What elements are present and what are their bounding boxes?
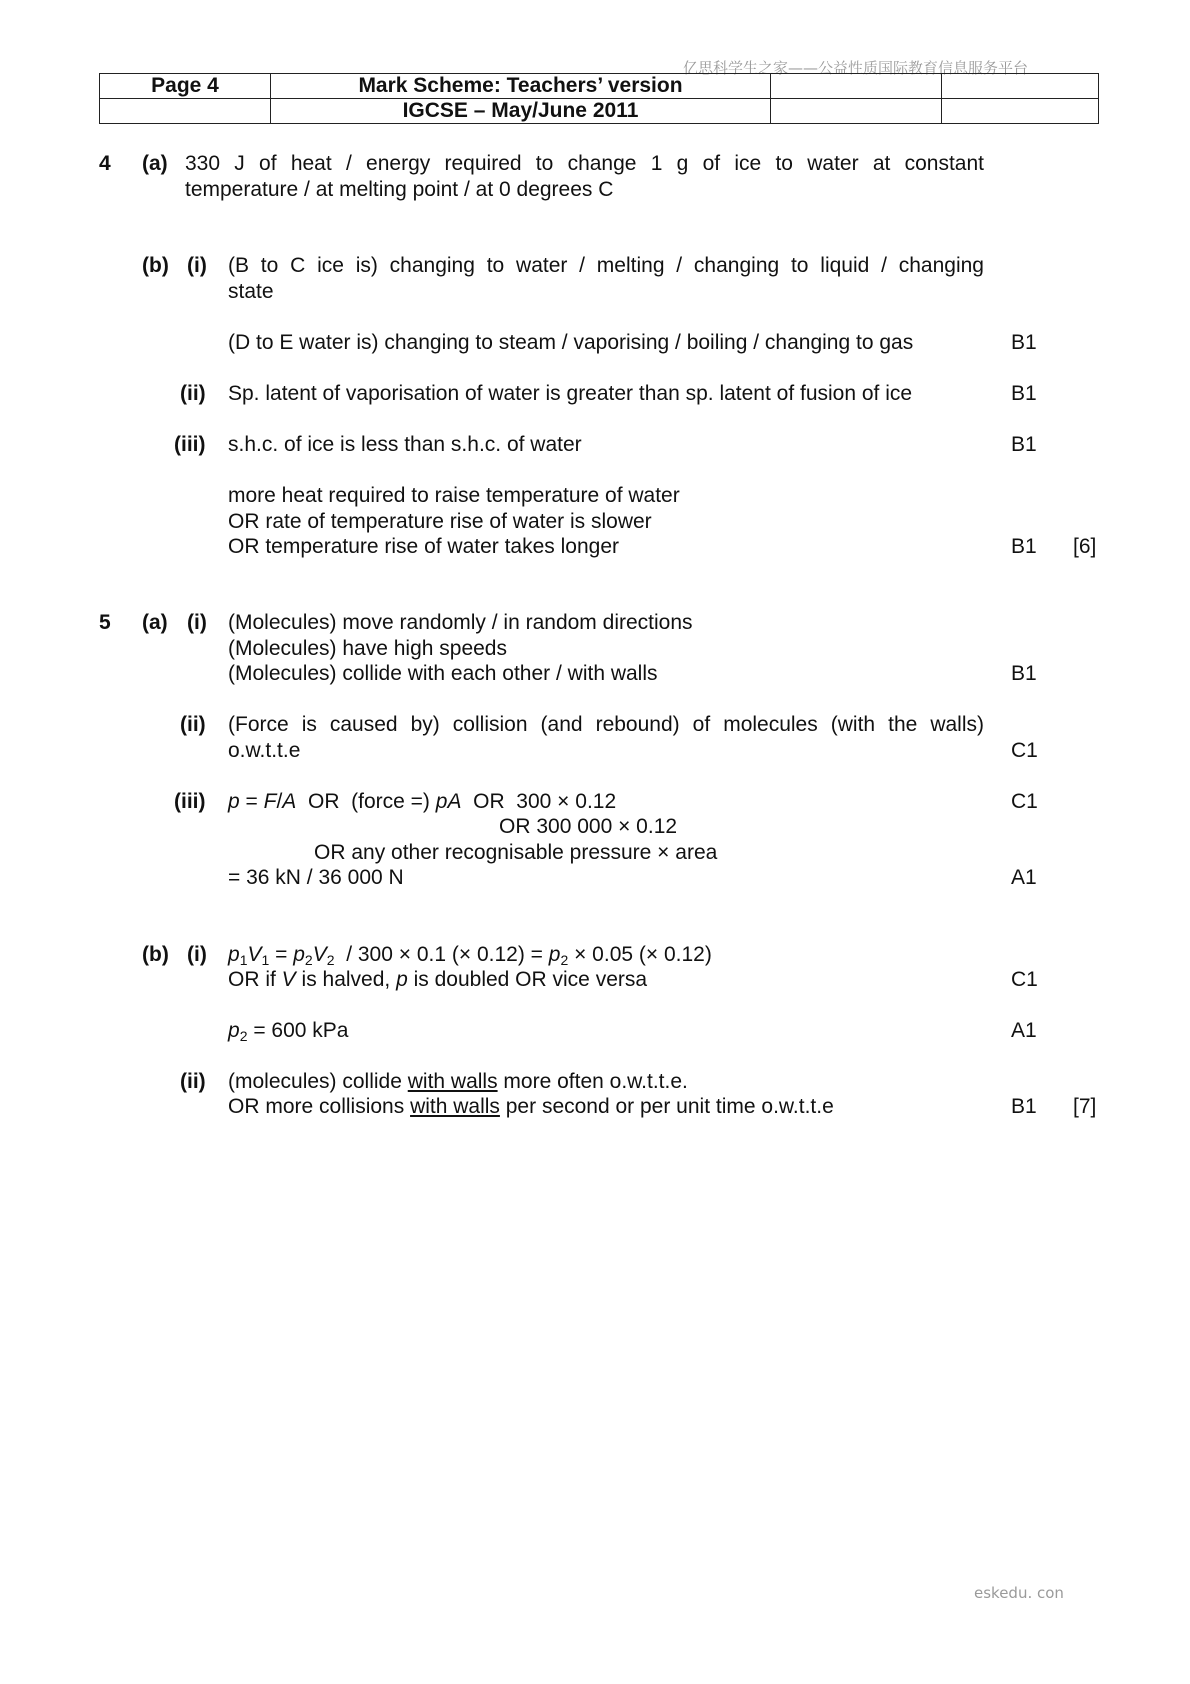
text-equals: =	[239, 790, 264, 813]
header-syllabus	[771, 74, 942, 99]
header-empty	[942, 99, 1099, 124]
subpart-label-5aiii: (iii)	[174, 790, 206, 813]
subscript-1: 1	[239, 952, 248, 968]
var-V1: V	[247, 943, 262, 966]
answer-5aiii-line2: OR 300 000 × 0.12	[499, 815, 678, 838]
answer-5bii-line2	[228, 1094, 834, 1120]
question-number-5: 5	[99, 611, 111, 634]
answer-4bi-line2: state	[228, 280, 274, 303]
answer-5aiii-line1	[228, 789, 616, 815]
subpart-label-4biii: (iii)	[174, 433, 206, 456]
answer-5bi-line2	[228, 967, 647, 993]
answer-4a-line1: 330 J of heat / energy required to change 1 g of ice to water at constant	[185, 152, 984, 175]
watermark-bottom: eskedu. con	[974, 1584, 1064, 1602]
text-per-second: per second or per unit time o.w.t.t.e	[499, 1095, 834, 1118]
answer-5bii-line1	[228, 1069, 688, 1095]
var-p2: p	[548, 943, 561, 966]
text-equals: =	[269, 943, 294, 966]
part-label-4a: (a)	[142, 152, 168, 175]
subscript-2: 2	[560, 952, 569, 968]
subpart-label-5ai: (i)	[187, 611, 207, 634]
header-title: Mark Scheme: Teachers’ version	[271, 74, 771, 99]
mark-5aiii-2: A1	[1011, 866, 1037, 889]
question-number-4: 4	[99, 152, 111, 175]
answer-4bi-line1: (B to C ice is) changing to water / melting / changing to liquid / changing	[228, 254, 984, 277]
subscript-2: 2	[304, 952, 313, 968]
text-collide: (molecules) collide	[228, 1070, 408, 1093]
header-table	[99, 73, 1099, 124]
mark-5aii: C1	[1011, 739, 1038, 762]
text-calc-1: / 300 × 0.1 (× 0.12) =	[334, 943, 549, 966]
mark-4biii-2: B1	[1011, 535, 1037, 558]
answer-4biii-line2: more heat required to raise temperature of water	[228, 484, 680, 507]
part-label-5a: (a)	[142, 611, 168, 634]
answer-4biii-line3: OR rate of temperature rise of water is slower	[228, 510, 652, 533]
var-V: V	[281, 968, 296, 991]
mark-5bi-1: C1	[1011, 968, 1038, 991]
subpart-label-4bi: (i)	[187, 254, 207, 277]
answer-5aii-line2: o.w.t.t.e	[228, 739, 301, 762]
var-pA: pA	[435, 790, 462, 813]
mark-4bii: B1	[1011, 382, 1037, 405]
text-or-force: OR (force =)	[296, 790, 436, 813]
text-or-300: OR 300 × 0.12	[461, 790, 617, 813]
answer-5ai-line2: (Molecules) have high speeds	[228, 637, 507, 660]
mark-4bi: B1	[1011, 331, 1037, 354]
text-is-halved: is halved,	[295, 968, 397, 991]
mark-5aiii-1: C1	[1011, 790, 1038, 813]
var-p1: p	[228, 943, 240, 966]
text-slash: /	[276, 790, 283, 813]
header-empty	[771, 99, 942, 124]
part-label-4b: (b)	[142, 254, 169, 277]
answer-5bi-line3	[228, 1018, 348, 1044]
subpart-label-5aii: (ii)	[180, 713, 206, 736]
var-V2: V	[312, 943, 327, 966]
var-p: p	[396, 968, 408, 991]
answer-5aiii-line3: OR any other recognisable pressure × area	[314, 841, 718, 864]
text-more-often: more often o.w.t.t.e.	[497, 1070, 688, 1093]
answer-5aii-line1: (Force is caused by) collision (and rebound) of molecules (with the walls)	[228, 713, 984, 736]
mark-5bi-2: A1	[1011, 1019, 1037, 1042]
mark-5ai: B1	[1011, 662, 1037, 685]
var-A: A	[282, 790, 297, 813]
total-mark-q5: [7]	[1073, 1095, 1097, 1118]
answer-4bii: Sp. latent of vaporisation of water is greater than sp. latent of fusion of ice	[228, 382, 913, 405]
header-empty	[100, 99, 271, 124]
header-page: Page 4	[100, 74, 271, 99]
header-paper	[942, 74, 1099, 99]
answer-5bi-line1	[228, 942, 712, 968]
var-p: p	[228, 790, 240, 813]
text-calc-2: × 0.05 (× 0.12)	[568, 943, 712, 966]
var-p2: p	[293, 943, 305, 966]
subscript-1: 1	[261, 952, 270, 968]
answer-5ai-line3: (Molecules) collide with each other / with walls	[228, 662, 658, 685]
mark-5bii: B1	[1011, 1095, 1037, 1118]
subscript-2: 2	[239, 1028, 248, 1044]
text-is-doubled: is doubled OR vice versa	[407, 968, 648, 991]
answer-4a-line2: temperature / at melting point / at 0 degrees C	[185, 178, 614, 201]
answer-4bi-line3: (D to E water is) changing to steam / vaporising / boiling / changing to gas	[228, 331, 914, 354]
answer-4biii-line1: s.h.c. of ice is less than s.h.c. of water	[228, 433, 582, 456]
text-with-walls: with walls	[410, 1095, 500, 1118]
watermark-top: 亿思科学生之家——公益性质国际教育信息服务平台	[683, 59, 1029, 77]
header-subtitle: IGCSE – May/June 2011	[271, 99, 771, 124]
subpart-label-5bii: (ii)	[180, 1070, 206, 1093]
subpart-label-5bi: (i)	[187, 943, 207, 966]
answer-5aiii-line4: = 36 kN / 36 000 N	[228, 866, 404, 889]
subscript-2: 2	[326, 952, 335, 968]
total-mark-q4: [6]	[1073, 535, 1097, 558]
part-label-5b: (b)	[142, 943, 169, 966]
mark-4biii-1: B1	[1011, 433, 1037, 456]
var-p2: p	[228, 1019, 240, 1042]
var-F: F	[263, 790, 277, 813]
text-600kpa: = 600 kPa	[247, 1019, 349, 1042]
text-or-if: OR if	[228, 968, 282, 991]
text-with-walls: with walls	[407, 1070, 498, 1093]
text-more-collisions: OR more collisions	[228, 1095, 411, 1118]
subpart-label-4bii: (ii)	[180, 382, 206, 405]
answer-5ai-line1: (Molecules) move randomly / in random directions	[228, 611, 693, 634]
answer-4biii-line4: OR temperature rise of water takes longer	[228, 535, 620, 558]
